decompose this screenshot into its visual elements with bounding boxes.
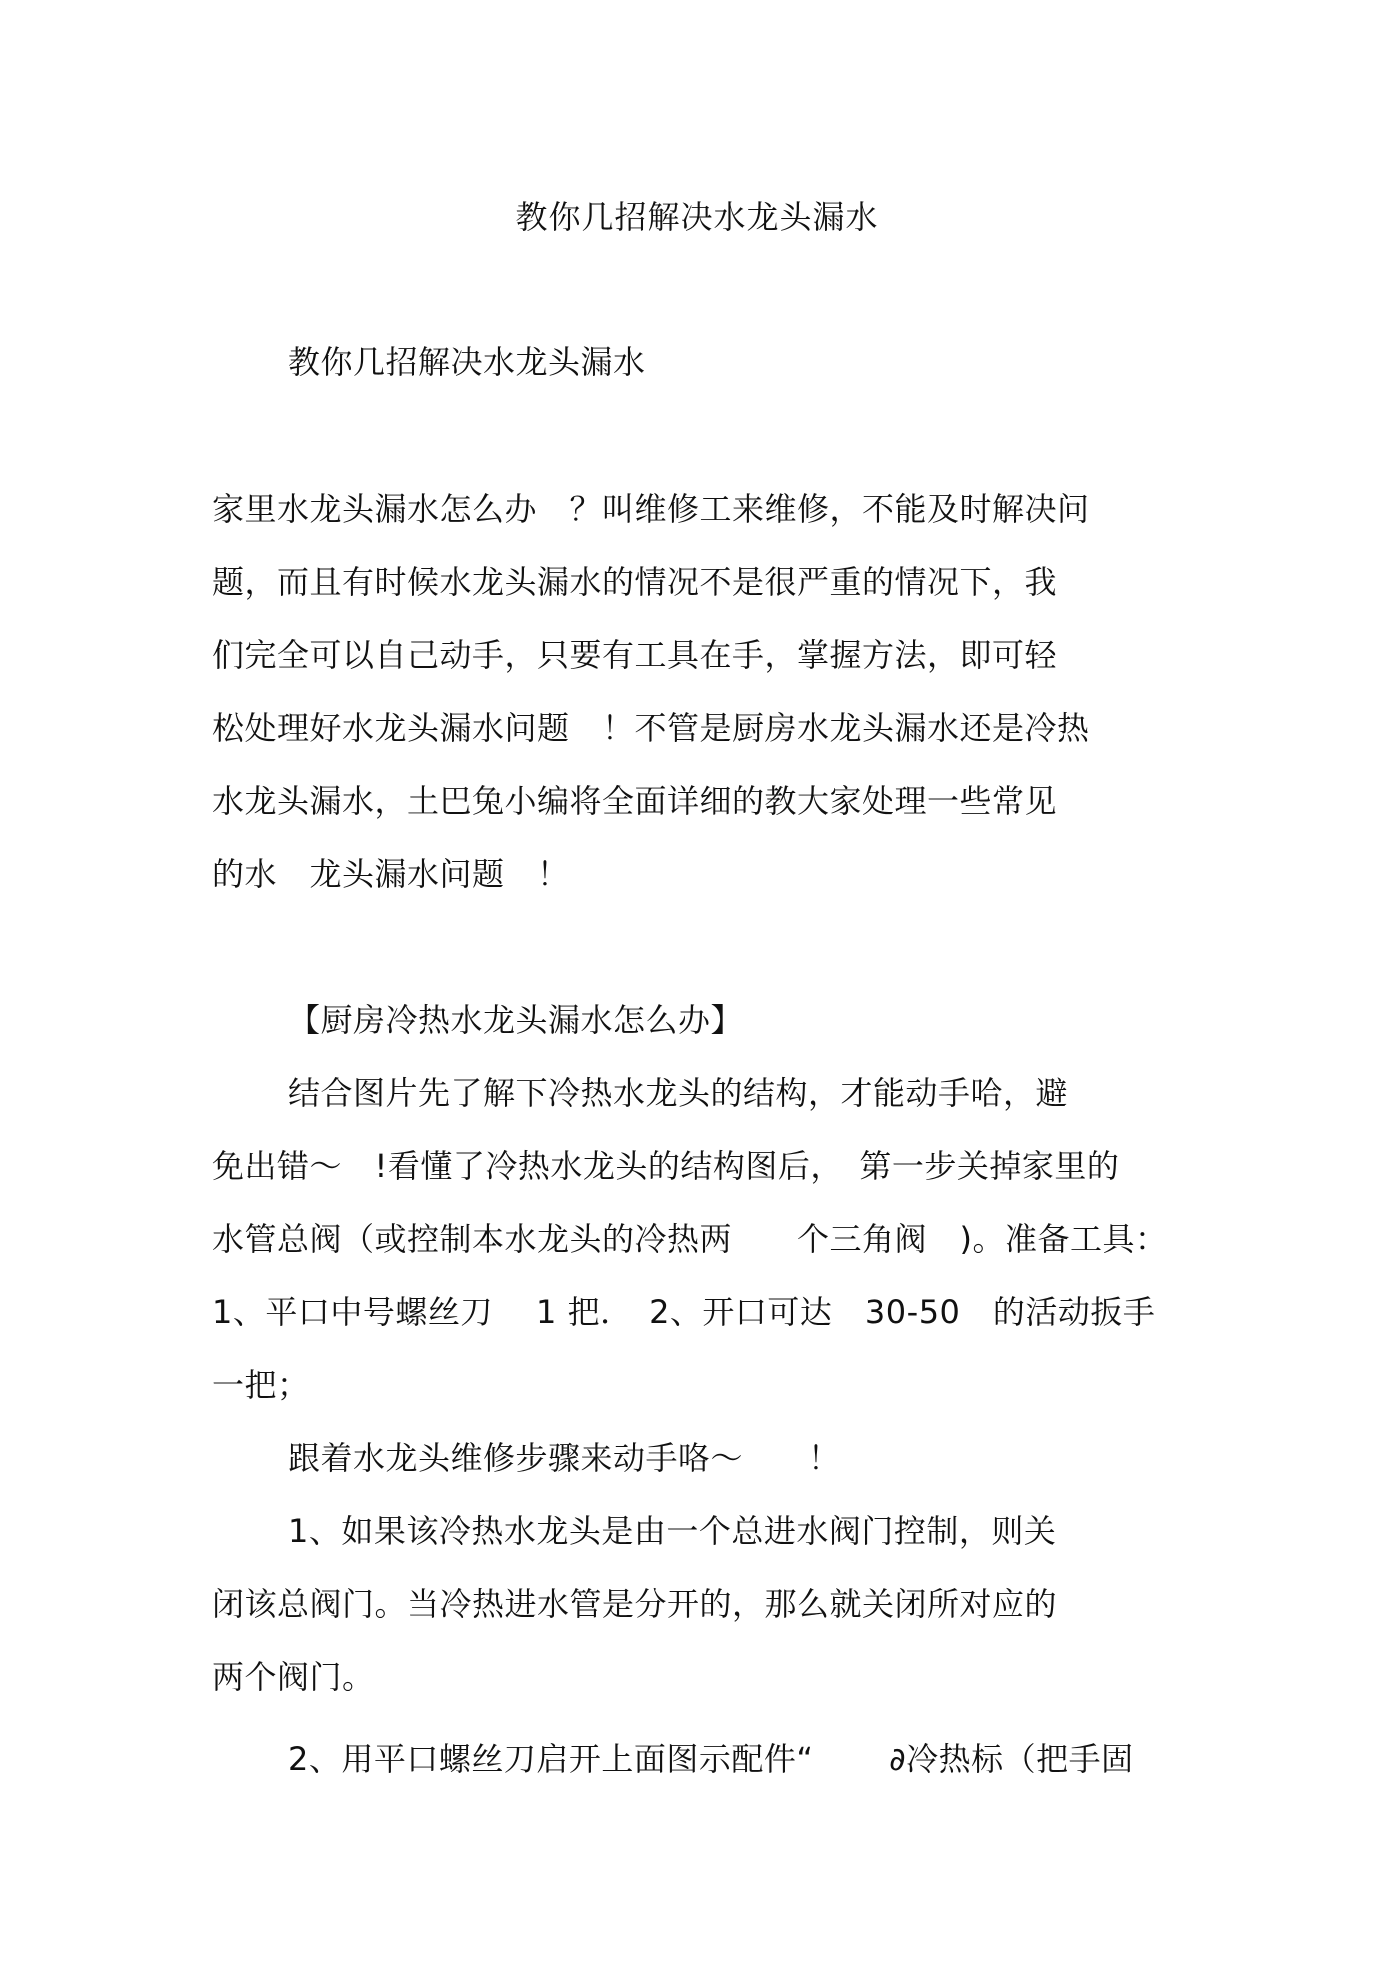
intro-line: 家里水龙头漏水怎么办 ？叫维修工来维修，不能及时解决问: [212, 490, 1090, 528]
intro-line: 题，而且有时候水龙头漏水的情况不是很严重的情况下，我: [212, 563, 1058, 601]
intro-line: 们完全可以自己动手，只要有工具在手，掌握方法，即可轻: [212, 636, 1058, 674]
document-title: 教你几招解决水龙头漏水: [515, 198, 879, 236]
section-line: 结合图片先了解下冷热水龙头的结构，才能动手哈，避: [288, 1074, 1069, 1112]
section-heading: 【厨房冷热水龙头漏水怎么办】: [288, 1001, 744, 1039]
section-line: 1、平口中号螺丝刀 1 把． 2、开口可达 30-50 的活动扳手: [212, 1293, 1156, 1331]
section-line: 水管总阀（或控制本水龙头的冷热两 个三角阀 )。准备工具：: [212, 1220, 1168, 1258]
section-line: 一把；: [212, 1366, 310, 1404]
section-line: 1、如果该冷热水龙头是由一个总进水阀门控制，则关: [288, 1512, 1057, 1550]
section-line: 闭该总阀门。当冷热进水管是分开的，那么就关闭所对应的: [212, 1585, 1058, 1623]
intro-line: 的水 龙头漏水问题 ！: [212, 855, 570, 893]
intro-line: 松处理好水龙头漏水问题 ！不管是厨房水龙头漏水还是冷热: [212, 709, 1090, 747]
intro-line: 水龙头漏水，土巴兔小编将全面详细的教大家处理一些常见: [212, 782, 1058, 820]
section-line: 2、用平口螺丝刀启开上面图示配件“ ∂冷热标（把手固: [288, 1740, 1134, 1778]
document-subtitle: 教你几招解决水龙头漏水: [288, 343, 646, 381]
section-line: 跟着水龙头维修步骤来动手咯～ ！: [288, 1439, 841, 1477]
section-line: 两个阀门。: [212, 1658, 375, 1696]
section-line: 免出错～ !看懂了冷热水龙头的结构图后， 第一步关掉家里的: [212, 1147, 1120, 1185]
